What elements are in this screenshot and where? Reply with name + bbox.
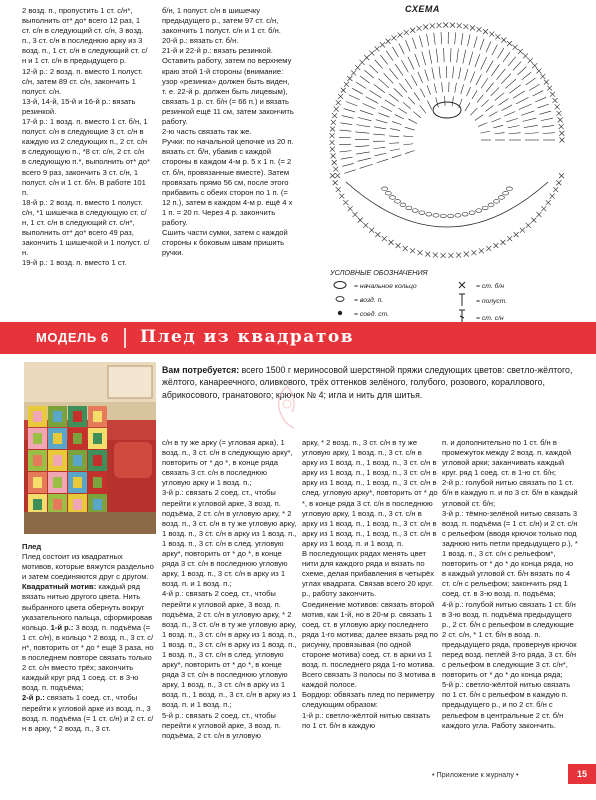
model-title: Плед из квадратов bbox=[140, 327, 355, 347]
section-heading: Плед bbox=[22, 542, 42, 551]
legend-label: = возд. п. bbox=[354, 296, 384, 304]
page-number: 15 bbox=[568, 764, 596, 784]
row-label: 1-й р.: bbox=[50, 622, 74, 632]
body-col1 bbox=[22, 542, 156, 734]
legend-item-start-ring bbox=[330, 280, 417, 292]
paragraph: каждый ряд вязать нитью другого цвета. Нить выбранного цвета обернуть вокруг указательного пальца, сформировав кольцо. bbox=[22, 582, 153, 632]
legend-item-sc bbox=[452, 280, 504, 292]
paragraph: Плед состоит из квадратных мотивов, которые вяжутся раздельно и затем соединяются друг с другом. bbox=[22, 552, 154, 582]
legend-item-chain bbox=[330, 295, 383, 305]
chain-icon bbox=[330, 295, 350, 305]
sc-icon bbox=[452, 280, 472, 292]
legend-label: = начальное кольцо bbox=[354, 282, 417, 290]
legend-item-slip-stitch bbox=[330, 309, 389, 319]
top-text-col2: б/н, 1 полуст. с/н в шишечку предыдущего р., затем 97 ст. с/н, закончить 1 полуст. с/н и 1 ст. б/н. 20-й р.: вязать ст. б/н. 21-й и 22-й р.: вязать резинкой. Оставить работу, затем по верхнему краю этой 1-й стороны (внимание: узор «резинка» должен быть виден, т. е. 22-й р. должен быть лицевым), связать 1 р. ст. б/н (= 66 п.) и вязать резинкой ещё 11 см, затем закончить работу. 2-ю часть связать так же. Ручки: по начальной цепочке из 20 п. вязать ст. б/н, убавив с каждой стороны в каждом 4-м р. 5 х 1 п. (= 2 ст. б/н, провязанные вместе). Затем провязать прямо 56 см, после этого прибавить с обеих сторон по 1 п. (= 12 п.), затем в каждом 4-м р. ещё 4 х 1 п. = 20 п. Через 4 р. закончить работу. Сшить части сумки, затем с каждой стороны к боковым швам пришить ручки. bbox=[162, 6, 294, 258]
top-text-col1: 2 возд. п., пропустить 1 ст. с/н*, выполнить от* до* всего 12 раз, 1 ст. с/н в следующий ст. с/н, 3 возд. п., 3 ст. с/н в последнюю арку из 3 возд. п., 1 ст. с/н в следующий ст. с/н и 1 ст. с/н в предыдущего р. 12-й р.: 2 возд. п. вместо 1 полуст. с/н, затем 89 ст. с/н, закончить 1 полуст. с/н. 13-й, 14-й, 15-й и 16-й р.: вязать резинкой. 17-й р.: 1 возд. п. вместо 1 ст. б/н, 1 полуст. с/н в следующие 3 ст. с/н в каждую из 2 следующих п., 2 ст. с/н в следующую п., *8 ст. с/н, 2 ст. с/н в следующую п.*, выполнить от* до* всего 9 раз, закончить 3 ст. с/н, 1 полуст. с/н и 1 ст. б/н. В работе 101 п. 18-й р.: 2 возд. п. вместо 1 полуст. с/н, *1 шишечка в следующую ст. с/н, 1 ст. с/н в следующий ст. с/н*, выполнить от* до* всего 49 раз, закончить 1 шишечкой и 1 полуст. с/н. 19-й р.: 1 возд. п. вместо 1 ст. bbox=[22, 6, 150, 268]
subheading: Квадратный мотив: bbox=[22, 582, 97, 592]
slip-stitch-icon bbox=[330, 309, 350, 319]
schema-title: СХЕМА bbox=[405, 4, 440, 14]
blanket-photo bbox=[24, 362, 156, 534]
materials-text bbox=[162, 364, 582, 401]
body-col4: п. и дополнительно по 1 ст. б/н в промежуток между 2 возд. п. каждой угловой арки; заканчивать каждый круг. ряд 1 соед. ст. в 1-ю ст. б/н; 2-й р.: голубой нитью связать по 1 ст. б/н в каждую п. и по 3 ст. б/н в каждый угловой ст. б/н; 3-й р.: тёмно-зелёной нитью связать 3 возд. п. подъёма (= 1 ст. с/н) и 2 ст. с/н с рельефом (вводя крючок только под заднюю нить петли предыдущего р.), * 1 возд. п., 3 ст. с/н с рельефом*, повторить от * до * до конца ряда, но в каждый угловой ст. б/н вязать по 4 ст. с/н с рельефом; закончить ряд 1 соед. ст. в 3-ю возд. п. подъёма; 4-й р.: голубой нитью связать 1 ст. б/н в 3-ю возд. п. подъёма предыдущего р., 2 ст. б/н с рельефом в следующие 2 ст. с/н, * 1 ст. б/н в возд. п. предыдущего ряда, провернув крючок перед возд. петлёй 3-го ряда, 3 ст. б/н с рельефом в следующие 3 ст. с/н*, повторить от * до * до конца ряда; 5-й р.: светло-жёлтой нитью связать по 1 ст. б/н с рельефом в каждую п. предыдущего р., и по 2 ст. б/н с рельефом в центральные 2 ст. б/н каждого угла. Работу закончить. bbox=[442, 438, 578, 730]
footer-caption: • Приложение к журналу • bbox=[432, 770, 519, 779]
crochet-schema-diagram bbox=[316, 12, 578, 270]
hdc-icon bbox=[452, 293, 472, 309]
paragraph: связать 1 соед. ст., чтобы перейти к угловой арке из возд. п., 3 возд. п. подъёма (= 1 ст. с/н) и 2 ст. с/н в арку, * 2 возд. п., 3 ст. bbox=[22, 693, 154, 733]
paragraph: 3 возд. п. подъёма (= 1 ст. с/н), в кольцо * 2 возд. п., 3 ст. с/н*, повторить от * до * ещё 3 раза, но в последнем повторе связать только 2 ст. с/н вместо трёх; закончить каждый круг ряд 1 соед. ст. в 3-ю возд. п. подъёма; bbox=[22, 622, 154, 693]
model-number: МОДЕЛЬ 6 bbox=[36, 330, 109, 345]
body-col3: арку, * 2 возд. п., 3 ст. с/н в ту же угловую арку, 1 возд. п., 3 ст. с/н в арку из 1 возд. п., 1 возд. п., 3 ст. с/н в арку из 1 возд. п., 1 возд. п., 3 ст. с/н в арку из 1 возд. п., 1 возд. п., 3 ст. с/н в след. угловую арку*, повторить от * до *, в конце ряда 3 ст. с/н в последнюю угловую арку, 1 возд. п., 3 ст. с/н в арку из 1 возд. п., 1 возд. п., 3 ст. с/н в арку из 1 возд. п., 1 возд. п., 3 ст. с/н в арку из 1 возд. п. и 1 возд. п. В последующих рядах менять цвет нити для каждого ряда и вязать по схеме, делая прибавления в четырёх углах квадрата. Связав всего 20 круг. р., работу закончить. Соединение мотивов: связать второй мотив, как 1-й, но в 20-м р. связать 1 соед. ст. в угловую арку последнего ряда 1-го мотива; далее вязать ряд по рисунку, провязывая (по одной стороне мотива) соед. ст. в арки из 1 возд. п. последнего ряда 1-го мотива. Всего связать 3 полосы по 3 мотива в каждой полосе. Бордюр: обвязать плед по периметру следующим образом: 1-й р.: светло-жёлтой нитью связать по 1 ст. б/н в каждую bbox=[302, 438, 439, 730]
start-ring-icon bbox=[330, 280, 350, 292]
legend-label: = ст. б/н bbox=[476, 282, 505, 290]
row-label: 2-й р.: bbox=[22, 693, 45, 703]
legend-label: = полуст. bbox=[476, 297, 508, 305]
materials-body: всего 1500 г мериносовой шерстяной пряжи следующих цветов: светло-жёлтого, жёлтого, канареечного, оливкового, трёх оттенков зелёного, голубого, розового, кораллового, абрикосового, гранатового; крючок № 4; игла и нить для шитья. bbox=[162, 365, 573, 400]
body-col2: с/н в ту же арку (= угловая арка), 1 возд. п., 3 ст. с/н в следующую арку*, повторить от * до *, в конце ряда связать 3 ст. с/н в последнюю угловую арку и 1 возд. п.; 3-й р.: связать 2 соед. ст., чтобы перейти к угловой арке, 3 возд. п. подъёма, 2 ст. с/н в угловую арку, * 2 возд. п., 3 ст. с/н в ту же угловую арку, 1 возд. п., 3 ст. с/н в арку из 1 возд. п., 1 возд. п., 3 ст. с/н в след. угловую арку*, повторить от * до *, в конце ряда 3 ст. с/н в последнюю угловую арку, 1 возд. п., 3 ст. с/н в арку из 1 возд. п. и 1 возд. п.; 4-й р.: связать 2 соед. ст., чтобы перейти к угловой арке, 3 возд. п. подъёма, 2 ст. с/н в угловую арку, * 2 возд. п., 3 ст. с/н в ту же угловую арку, 1 возд. п., 3 ст. с/н в арку из 1 возд. п., 1 возд. п., 3 ст. с/н в арку из 1 возд. п., 1 возд. п., 3 ст. с/н в след. угловую арку*, повторить от * до *, в конце ряда 3 ст. с/н в последнюю угловую арку, 1 возд. п., 3 ст. с/н в арку из 1 возд. п., 1 возд. п., 3 ст. с/н в арку из 1 возд. п. и 1 возд. п.; 5-й р.: связать 2 соед. ст., чтобы перейти к угловой арке, 3 возд. п. подъёма, 2 ст. с/н в угловую bbox=[162, 438, 297, 740]
legend-label: = соед. ст. bbox=[354, 310, 390, 318]
legend-title: УСЛОВНЫЕ ОБОЗНАЧЕНИЯ bbox=[330, 268, 428, 277]
legend-label: = ст. с/н bbox=[476, 314, 504, 322]
legend-item-hdc bbox=[452, 293, 507, 309]
watermark-logo bbox=[272, 382, 302, 432]
materials-lead: Вам потребуется: bbox=[162, 365, 240, 375]
banner-divider bbox=[124, 328, 126, 348]
